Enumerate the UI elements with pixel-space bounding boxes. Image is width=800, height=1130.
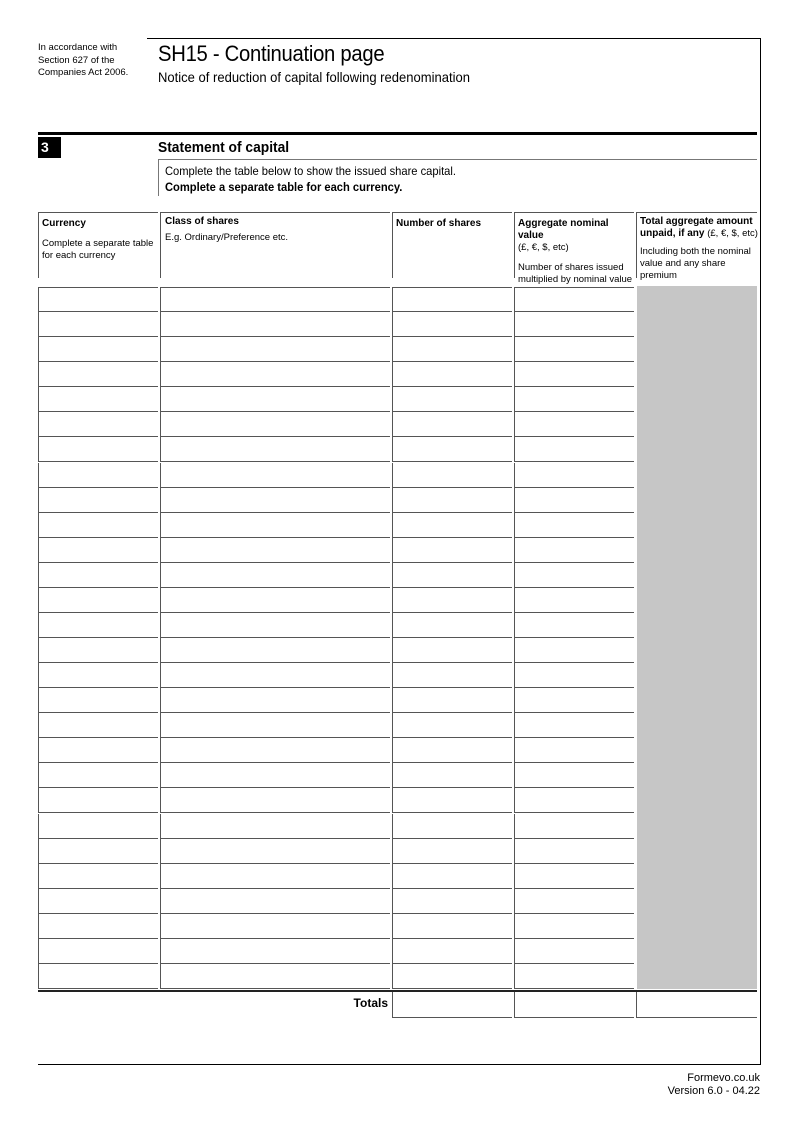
aggregate-nominal-value-cell[interactable] <box>514 312 634 337</box>
header-divider <box>514 212 515 278</box>
currency-cell[interactable] <box>38 412 158 437</box>
currency-cell[interactable] <box>38 563 158 588</box>
currency-cell[interactable] <box>38 713 158 738</box>
aggregate-nominal-value-cell[interactable] <box>514 362 634 387</box>
currency-cell[interactable] <box>38 387 158 412</box>
column-header-currency <box>42 218 156 262</box>
aggregate-nominal-value-cell[interactable] <box>514 738 634 763</box>
header-divider <box>636 212 637 278</box>
number-of-shares-cell[interactable] <box>392 488 512 513</box>
class-of-shares-cell[interactable] <box>160 763 390 788</box>
aggregate-nominal-value-cell[interactable] <box>514 563 634 588</box>
currency-cell[interactable] <box>38 763 158 788</box>
total-aggregate-nominal-value-field[interactable] <box>514 992 634 1018</box>
aggregate-nominal-value-cell[interactable] <box>514 864 634 889</box>
column-title: Currency <box>42 218 86 229</box>
column-title: Number of shares <box>396 218 482 229</box>
number-of-shares-cell[interactable] <box>392 337 512 362</box>
class-of-shares-cell[interactable] <box>160 588 390 613</box>
currency-cell[interactable] <box>38 287 158 312</box>
number-of-shares-cell[interactable] <box>392 362 512 387</box>
form-subtitle: Notice of reduction of capital following redenomination <box>158 69 470 85</box>
header-divider <box>392 212 393 278</box>
header-top-rule <box>636 212 757 213</box>
class-of-shares-cell[interactable] <box>160 613 390 638</box>
number-of-shares-cell[interactable] <box>392 864 512 889</box>
header-divider <box>160 212 161 278</box>
column-note: Including both the nominal value and any share premium <box>640 246 751 281</box>
class-of-shares-cell[interactable] <box>160 463 390 488</box>
total-number-of-shares-field[interactable] <box>392 992 512 1018</box>
header-top-rule <box>160 212 390 213</box>
currency-cell[interactable] <box>38 788 158 813</box>
legal-reference-line: Companies Act 2006. <box>38 67 129 78</box>
class-of-shares-cell[interactable] <box>160 788 390 813</box>
aggregate-nominal-value-cell[interactable] <box>514 763 634 788</box>
currency-cell[interactable] <box>38 362 158 387</box>
number-of-shares-cell[interactable] <box>392 889 512 914</box>
column-title: Aggregate nominal value <box>518 218 609 241</box>
class-of-shares-cell[interactable] <box>160 914 390 939</box>
class-of-shares-cell[interactable] <box>160 563 390 588</box>
number-of-shares-cell[interactable] <box>392 513 512 538</box>
aggregate-nominal-value-cell[interactable] <box>514 914 634 939</box>
aggregate-nominal-value-cell[interactable] <box>514 337 634 362</box>
class-of-shares-cell[interactable] <box>160 839 390 864</box>
currency-cell[interactable] <box>38 738 158 763</box>
footer <box>668 1072 760 1098</box>
class-of-shares-cell[interactable] <box>160 638 390 663</box>
class-of-shares-cell[interactable] <box>160 814 390 839</box>
currency-cell[interactable] <box>38 889 158 914</box>
total-unpaid-amount-field[interactable] <box>636 992 757 1018</box>
currency-cell[interactable] <box>38 337 158 362</box>
class-of-shares-cell[interactable] <box>160 412 390 437</box>
header-divider <box>38 212 39 278</box>
column-note: E.g. Ordinary/Preference etc. <box>165 232 289 243</box>
column-units: (£, €, $, etc) <box>707 228 758 239</box>
class-of-shares-cell[interactable] <box>160 663 390 688</box>
aggregate-nominal-value-cell[interactable] <box>514 839 634 864</box>
aggregate-nominal-value-cell[interactable] <box>514 663 634 688</box>
number-of-shares-cell[interactable] <box>392 763 512 788</box>
legal-reference-line: Section 627 of the <box>38 54 115 66</box>
aggregate-nominal-value-cell[interactable] <box>514 387 634 412</box>
instruction-text: Complete the table below to show the issued share capital. <box>165 164 456 178</box>
currency-cell[interactable] <box>38 914 158 939</box>
section-rule <box>38 132 757 135</box>
legal-reference <box>38 42 148 80</box>
number-of-shares-cell[interactable] <box>392 839 512 864</box>
number-of-shares-cell[interactable] <box>392 713 512 738</box>
class-of-shares-cell[interactable] <box>160 312 390 337</box>
currency-cell[interactable] <box>38 463 158 488</box>
class-of-shares-cell[interactable] <box>160 738 390 763</box>
column-title: Class of shares <box>165 216 239 227</box>
instruction-bar <box>158 160 159 196</box>
class-of-shares-cell[interactable] <box>160 513 390 538</box>
class-of-shares-cell[interactable] <box>160 387 390 412</box>
class-of-shares-cell[interactable] <box>160 688 390 713</box>
aggregate-nominal-value-cell[interactable] <box>514 588 634 613</box>
number-of-shares-cell[interactable] <box>392 814 512 839</box>
aggregate-nominal-value-cell[interactable] <box>514 814 634 839</box>
class-of-shares-cell[interactable] <box>160 889 390 914</box>
number-of-shares-cell[interactable] <box>392 638 512 663</box>
aggregate-nominal-value-cell[interactable] <box>514 638 634 663</box>
instruction-text-bold: Complete a separate table for each currency. <box>165 180 403 194</box>
aggregate-nominal-value-cell[interactable] <box>514 889 634 914</box>
number-of-shares-cell[interactable] <box>392 588 512 613</box>
aggregate-nominal-value-cell[interactable] <box>514 412 634 437</box>
aggregate-nominal-value-cell[interactable] <box>514 437 634 462</box>
unpaid-column-shaded <box>637 286 757 989</box>
aggregate-nominal-value-cell[interactable] <box>514 287 634 312</box>
header-top-rule <box>38 212 158 213</box>
currency-cell[interactable] <box>38 964 158 989</box>
number-of-shares-cell[interactable] <box>392 613 512 638</box>
number-of-shares-cell[interactable] <box>392 437 512 462</box>
aggregate-nominal-value-cell[interactable] <box>514 613 634 638</box>
class-of-shares-cell[interactable] <box>160 362 390 387</box>
currency-cell[interactable] <box>38 312 158 337</box>
currency-cell[interactable] <box>38 939 158 964</box>
class-of-shares-cell[interactable] <box>160 713 390 738</box>
aggregate-nominal-value-cell[interactable] <box>514 788 634 813</box>
header-top-rule <box>514 212 634 213</box>
currency-cell[interactable] <box>38 839 158 864</box>
section-title: Statement of capital <box>158 139 290 156</box>
aggregate-nominal-value-cell[interactable] <box>514 939 634 964</box>
legal-reference-line: In accordance with <box>38 42 118 53</box>
class-of-shares-cell[interactable] <box>160 964 390 989</box>
currency-cell[interactable] <box>38 663 158 688</box>
currency-cell[interactable] <box>38 437 158 462</box>
currency-cell[interactable] <box>38 488 158 513</box>
number-of-shares-cell[interactable] <box>392 538 512 563</box>
aggregate-nominal-value-cell[interactable] <box>514 538 634 563</box>
number-of-shares-cell[interactable] <box>392 463 512 488</box>
class-of-shares-cell[interactable] <box>160 538 390 563</box>
aggregate-nominal-value-cell[interactable] <box>514 463 634 488</box>
currency-cell[interactable] <box>38 513 158 538</box>
column-units: (£, €, $, etc) <box>518 242 569 253</box>
number-of-shares-cell[interactable] <box>392 914 512 939</box>
footer-rule <box>38 1064 761 1065</box>
form-title: SH15 - Continuation page <box>158 41 385 66</box>
footer-site: Formevo.co.uk <box>687 1072 760 1084</box>
class-of-shares-cell[interactable] <box>160 437 390 462</box>
number-of-shares-cell[interactable] <box>392 964 512 989</box>
class-of-shares-cell[interactable] <box>160 337 390 362</box>
footer-version: Version 6.0 - 04.22 <box>667 1085 760 1097</box>
currency-cell[interactable] <box>38 864 158 889</box>
column-note: Number of shares issued multiplied by nominal value <box>518 262 633 285</box>
column-header-number <box>396 218 510 230</box>
currency-cell[interactable] <box>38 814 158 839</box>
aggregate-nominal-value-cell[interactable] <box>514 513 634 538</box>
number-of-shares-cell[interactable] <box>392 287 512 312</box>
column-header-aggregate <box>518 218 634 286</box>
currency-cell[interactable] <box>38 538 158 563</box>
page-frame-right <box>760 38 761 1065</box>
page-frame-top <box>147 38 761 39</box>
currency-cell[interactable] <box>38 638 158 663</box>
class-of-shares-cell[interactable] <box>160 939 390 964</box>
aggregate-nominal-value-cell[interactable] <box>514 688 634 713</box>
section-title-underline <box>158 159 757 160</box>
column-title: Total aggregate amount unpaid, if any <box>640 216 753 239</box>
number-of-shares-cell[interactable] <box>392 563 512 588</box>
currency-cell[interactable] <box>38 613 158 638</box>
number-of-shares-cell[interactable] <box>392 412 512 437</box>
number-of-shares-cell[interactable] <box>392 663 512 688</box>
number-of-shares-cell[interactable] <box>392 688 512 713</box>
column-header-unpaid <box>640 216 758 282</box>
currency-cell[interactable] <box>38 588 158 613</box>
section-number-badge: 3 <box>38 137 61 158</box>
class-of-shares-cell[interactable] <box>160 287 390 312</box>
column-note: Complete a separate table for each currency <box>42 238 154 261</box>
number-of-shares-cell[interactable] <box>392 738 512 763</box>
currency-cell[interactable] <box>38 688 158 713</box>
class-of-shares-cell[interactable] <box>160 864 390 889</box>
totals-label: Totals <box>353 996 388 1010</box>
number-of-shares-cell[interactable] <box>392 387 512 412</box>
number-of-shares-cell[interactable] <box>392 312 512 337</box>
number-of-shares-cell[interactable] <box>392 788 512 813</box>
header-top-rule <box>392 212 512 213</box>
column-header-class <box>165 216 385 244</box>
class-of-shares-cell[interactable] <box>160 488 390 513</box>
aggregate-nominal-value-cell[interactable] <box>514 964 634 989</box>
aggregate-nominal-value-cell[interactable] <box>514 713 634 738</box>
number-of-shares-cell[interactable] <box>392 939 512 964</box>
aggregate-nominal-value-cell[interactable] <box>514 488 634 513</box>
